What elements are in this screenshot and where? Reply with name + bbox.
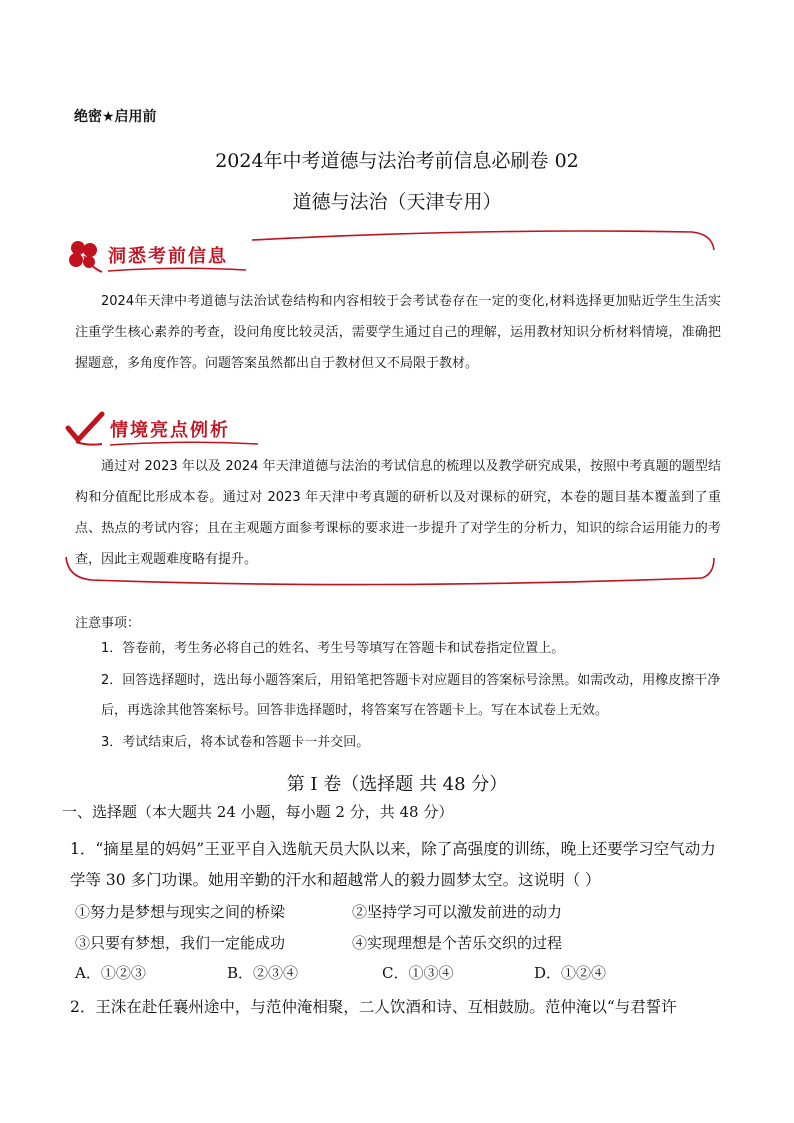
question-1-stem: 1．“摘星星的妈妈”王亚平自入选航天员大队以来，除了高强度的训练，晚上还要学习空气动力学等 30 多门功课。她用辛勤的汗水和超越常人的毅力圆梦太空。这说明（ ）	[70, 840, 716, 889]
highlight-heading-block	[62, 410, 272, 450]
choice-d: D．①②④	[534, 964, 607, 982]
note-item-3: 3．考试结束后，将本试卷和答题卡一并交回。	[101, 735, 370, 750]
check-mark-icon	[62, 410, 110, 450]
heading-underline	[110, 440, 260, 448]
exam-subtitle: 道德与法治（天津专用）	[292, 191, 502, 213]
statement-2: ②坚持学习可以激发前进的动力	[352, 903, 563, 921]
part-title: 第 I 卷（选择题 共 48 分）	[286, 774, 508, 795]
choice-c: C．①③④	[382, 964, 454, 982]
statement-1: ①努力是梦想与现实之间的桥梁	[75, 903, 286, 921]
choice-b: B．②③④	[227, 964, 299, 982]
confidential-label: 绝密★启用前	[74, 109, 157, 125]
highlight-heading: 情境亮点例析	[110, 420, 230, 441]
info-paragraph: 2024年天津中考道德与法治试卷结构和内容相较于会考试卷存在一定的变化,材料选择更加贴近学生生活实注重学生核心素养的考查，设问角度比较灵活，需要学生通过自己的理解，运用教材知识分析材料情境，准确把握题意，多角度作答。问题答案虽然都出自于教材但又不局限于教材。	[75, 294, 721, 371]
info-heading-block	[62, 236, 262, 276]
statement-4: ④实现理想是个苦乐交织的过程	[352, 934, 563, 952]
highlight-paragraph: 通过对 2023 年以及 2024 年天津道德与法治的考试信息的梳理以及教学研究成果，按照中考真题的题型结构和分值配比形成本卷。通过对 2023 年天津中考真题的研析以及对课标的研究，本卷的题目基本覆盖到了重点、热点的考试内容；且在主观题方面参考课标的要求进一步提升了对学生的分析力，知识的综合运用能力的考查，因此主观题难度略有提升。	[75, 459, 721, 567]
section-title: 一、选择题（本大题共 24 小题，每小题 2 分，共 48 分）	[62, 803, 454, 821]
clover-icon	[62, 236, 110, 276]
statement-3: ③只要有梦想，我们一定能成功	[75, 934, 286, 952]
note-item-1: 1．答卷前，考生务必将自己的姓名、考生号等填写在答题卡和试卷指定位置上。	[101, 641, 565, 656]
notes-section	[75, 612, 725, 762]
exam-title: 2024年中考道德与法治考前信息必刷卷 02	[215, 150, 579, 172]
question-2-stem: 2．王洙在赴任襄州途中，与范仲淹相聚，二人饮酒和诗、互相鼓励。范仲淹以“与君誓许	[70, 998, 677, 1016]
info-heading: 洞悉考前信息	[108, 246, 228, 267]
heading-underline	[108, 266, 248, 274]
notes-title: 注意事项：	[75, 616, 141, 631]
note-item-2: 2．回答选择题时，选出每小题答案后，用铅笔把答题卡对应题目的答案标号涂黑。如需改动，用橡皮擦干净后，再选涂其他答案标号。回答非选择题时，将答案写在答题卡上。写在本试卷上无效。	[101, 673, 721, 718]
choice-a: A．①②③	[75, 964, 146, 982]
